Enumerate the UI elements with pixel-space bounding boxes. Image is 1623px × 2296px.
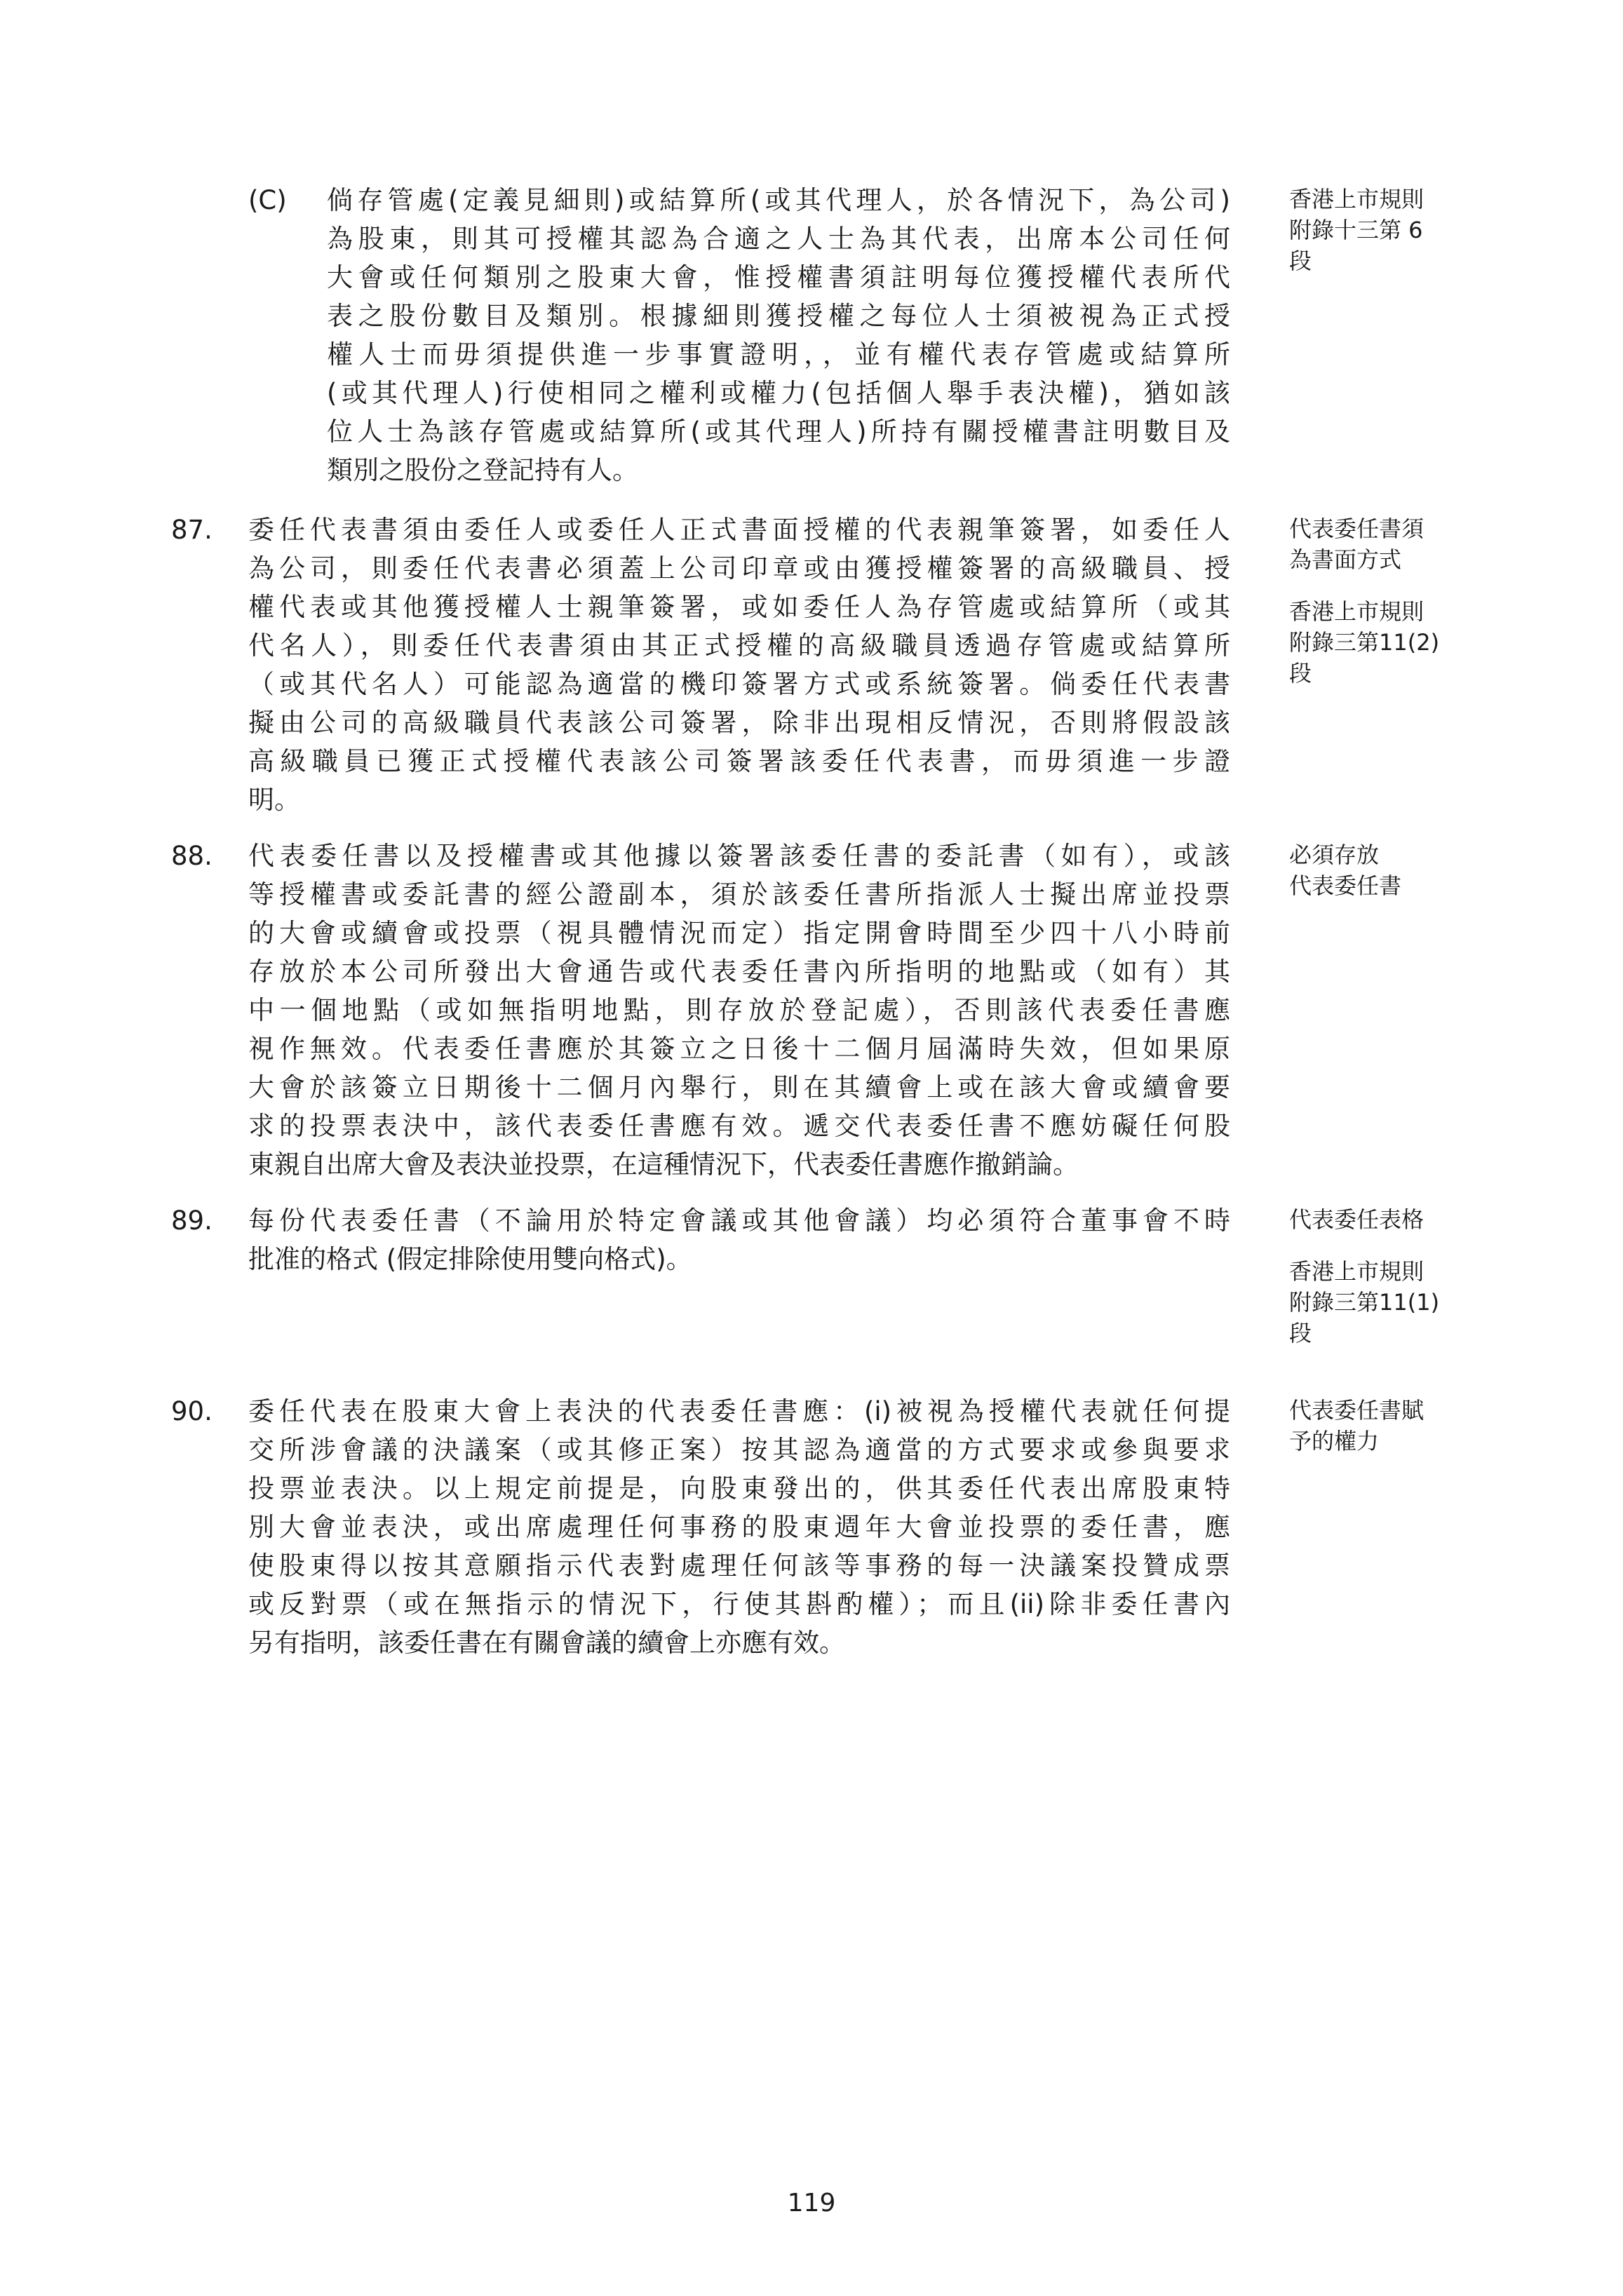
- text-line: 使股東得以按其意願指示代表對處理任何該等事務的每一決議案投贊成票: [248, 1551, 1230, 1581]
- text-line: 擬由公司的高級職員代表該公司簽署，除非出現相反情況，否則將假設該: [248, 708, 1230, 738]
- paragraph-body: [248, 837, 1230, 1184]
- text-line: 表之股份數目及類別。根據細則獲授權之每位人士須被視為正式授: [327, 301, 1230, 331]
- note-line: 香港上市規則: [1289, 1258, 1425, 1285]
- text-line: 交所涉會議的決議案（或其修正案）按其認為適當的方式要求或參與要求: [248, 1435, 1230, 1465]
- note-line: 代表委任書: [1289, 872, 1402, 899]
- paragraph-number: 90.: [171, 1396, 213, 1426]
- note-line: 必須存放: [1289, 842, 1380, 868]
- text-line: 明。: [248, 785, 300, 815]
- text-line: 別大會並表決，或出席處理任何事務的股東週年大會並投票的委任書，應: [248, 1512, 1230, 1542]
- margin-notes: [1289, 1395, 1500, 1478]
- margin-note: [1289, 839, 1500, 901]
- text-line: 大會於該簽立日期後十二個月內舉行，則在其續會上或在該大會或續會要: [248, 1072, 1230, 1102]
- margin-notes: [1289, 513, 1500, 710]
- margin-note: [1289, 513, 1500, 575]
- note-line: 代表委任書賦: [1289, 1397, 1425, 1424]
- margin-notes: [1289, 184, 1500, 297]
- note-line: 附錄三第11(1): [1289, 1289, 1440, 1316]
- text-line: 存放於本公司所發出大會通告或代表委任書內所指明的地點或（如有）其: [248, 957, 1230, 987]
- text-line: 委任代表書須由委任人或委任人正式書面授權的代表親筆簽署，如委任人: [248, 515, 1230, 545]
- margin-note: [1289, 1395, 1500, 1457]
- text-line: 委任代表在股東大會上表決的代表委任書應：(i)被視為授權代表就任何提: [248, 1396, 1230, 1426]
- text-line: 另有指明，該委任書在有關會議的續會上亦應有效。: [248, 1628, 845, 1658]
- note-line: 予的權力: [1289, 1428, 1380, 1454]
- text-line: 東親自出席大會及表決並投票，在這種情況下，代表委任書應作撤銷論。: [248, 1149, 1079, 1180]
- text-line: 求的投票表決中，該代表委任書應有效。遞交代表委任書不應妨礙任何股: [248, 1111, 1230, 1141]
- margin-note: [1289, 1256, 1500, 1349]
- text-line: 投票並表決。以上規定前提是，向股東發出的，供其委任代表出席股東特: [248, 1473, 1230, 1504]
- note-line: 香港上市規則: [1289, 598, 1425, 625]
- text-line: 高級職員已獲正式授權代表該公司簽署該委任代表書，而毋須進一步證: [248, 746, 1230, 776]
- note-line: 代表委任書須: [1289, 515, 1425, 542]
- text-line: 每份代表委任書（不論用於特定會議或其他會議）均必須符合董事會不時: [248, 1206, 1230, 1236]
- text-line: 代名人），則委任代表書須由其正式授權的高級職員透過存管處或結算所: [248, 630, 1230, 661]
- margin-note: [1289, 596, 1500, 689]
- note-line: 香港上市規則: [1289, 186, 1425, 212]
- text-line: 倘存管處(定義見細則)或結算所(或其代理人，於各情況下，為公司): [327, 185, 1230, 215]
- text-line: 大會或任何類別之股東大會，惟授權書須註明每位獲授權代表所代: [327, 262, 1230, 292]
- text-line: 等授權書或委託書的經公證副本，須於該委任書所指派人士擬出席並投票: [248, 879, 1230, 910]
- paragraph-body: [248, 511, 1230, 819]
- text-line: 權人士而毋須提供進一步事實證明，，並有權代表存管處或結算所: [327, 339, 1230, 370]
- text-line: 批准的格式 (假定排除使用雙向格式)。: [248, 1244, 692, 1274]
- text-line: 的大會或續會或投票（視具體情況而定）指定開會時間至少四十八小時前: [248, 918, 1230, 948]
- text-line: 類別之股份之登記持有人。: [327, 455, 638, 485]
- paragraph-body: [248, 1201, 1230, 1278]
- text-line: 為股東，則其可授權其認為合適之人士為其代表，出席本公司任何: [327, 224, 1230, 254]
- page-number: 119: [787, 2189, 836, 2217]
- text-line: 中一個地點（或如無指明地點，則存放於登記處），否則該代表委任書應: [248, 995, 1230, 1025]
- margin-notes: [1289, 839, 1500, 922]
- paragraph-number: 89.: [171, 1206, 213, 1236]
- text-line: 代表委任書以及授權書或其他據以簽署該委任書的委託書（如有），或該: [248, 841, 1230, 871]
- note-line: 代表委任表格: [1289, 1206, 1425, 1233]
- text-line: 或反對票（或在無指示的情況下，行使其斟酌權）；而且(ii)除非委任書內: [248, 1589, 1230, 1619]
- text-line: 為公司，則委任代表書必須蓋上公司印章或由獲授權簽署的高級職員、授: [248, 553, 1230, 583]
- note-line: 附錄三第11(2): [1289, 629, 1440, 656]
- note-line: 段: [1289, 248, 1312, 274]
- paragraph-body: [248, 1392, 1230, 1662]
- text-line: (或其代理人)行使相同之權利或權力(包括個人舉手表決權)，猶如該: [327, 378, 1230, 408]
- note-line: 段: [1289, 660, 1312, 687]
- paragraph-number: 88.: [171, 841, 213, 871]
- margin-note: [1289, 1204, 1500, 1235]
- paragraph-label: (C): [248, 185, 287, 215]
- note-line: 為書面方式: [1289, 546, 1402, 573]
- note-line: 附錄十三第 6: [1289, 217, 1423, 243]
- paragraph-number: 87.: [171, 515, 213, 545]
- text-line: （或其代名人）可能認為適當的機印簽署方式或系統簽署。倘委任代表書: [248, 669, 1230, 699]
- paragraph-body: [327, 181, 1230, 489]
- note-line: 段: [1289, 1320, 1312, 1346]
- text-line: 視作無效。代表委任書應於其簽立之日後十二個月屆滿時失效，但如果原: [248, 1034, 1230, 1064]
- text-line: 權代表或其他獲授權人士親筆簽署，或如委任人為存管處或結算所（或其: [248, 592, 1230, 622]
- text-line: 位人士為該存管處或結算所(或其代理人)所持有關授權書註明數目及: [327, 417, 1230, 447]
- margin-note: [1289, 184, 1500, 276]
- margin-notes: [1289, 1204, 1500, 1370]
